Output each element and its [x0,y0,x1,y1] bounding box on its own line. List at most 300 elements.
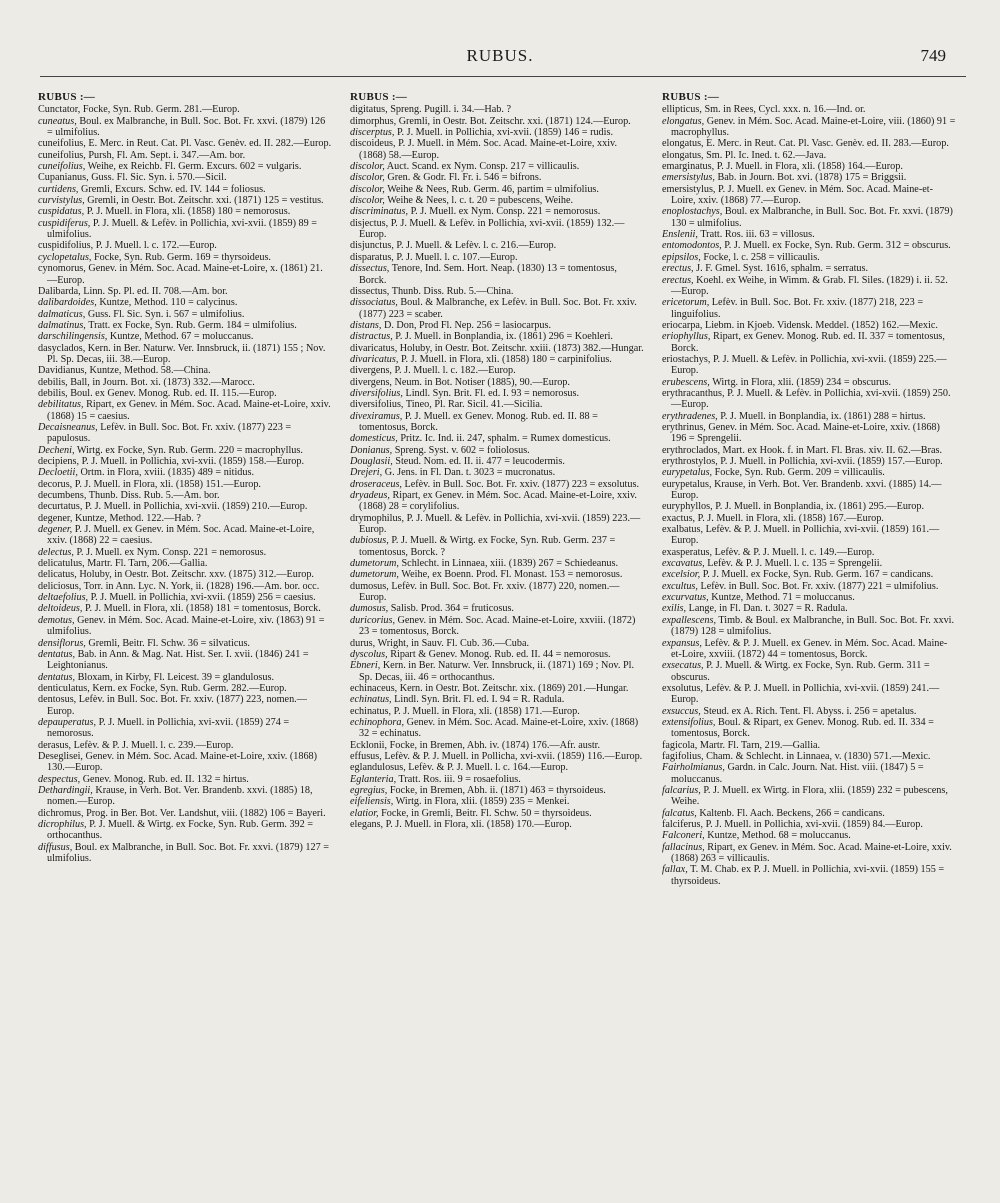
species-name: diversifolius, [350,387,403,399]
citation: P. J. Muell. ex Genev. in Mém. Soc. Acad. Maine-et-Loire, xxiv. (1868) 22 = caesius. [47,524,315,547]
index-entry [38,774,332,785]
citation: P. J. Muell. in Pollichia, xvi-xvii. (1859) 157.—Europ. [720,456,943,467]
header-rule [40,76,966,77]
species-name: erythradenes, [662,410,718,422]
species-name: diffusus, [38,841,73,853]
index-entry [350,615,644,638]
index-entry [38,365,332,376]
index-entry [38,501,332,512]
index-entry [350,206,644,217]
index-entry [662,320,956,331]
citation: Genev. in Mém. Soc. Acad. Maine-et-Loire, xiv. (1863) 91 = ulmifolius. [47,614,325,638]
species-name: Ebneri, [350,660,381,672]
species-name: entomodontos, [662,240,722,252]
citation: P. J. Muell. & Lefèv. in Pollichia, xvi-xvii. (1859) 223.—Europ. [359,512,641,536]
species-name: delicatulus, [38,558,85,570]
index-entry [38,740,332,751]
species-name: emarginatus, [662,161,715,173]
index-entry [38,320,332,331]
citation: P. J. Muell. in Flora, xli. (1858) 151.—Europ. [74,478,261,490]
citation: P. J. Muell. in Flora, xli. (1858) 171.—Europ. [393,705,580,717]
species-name: debilis, [38,387,68,399]
species-name: erubescens, [662,376,710,388]
index-entry [350,331,644,342]
species-name: debilitatus, [38,399,84,411]
index-entry [662,569,956,580]
index-entry [350,581,644,604]
index-entry [38,581,332,592]
index-entry [350,660,644,683]
index-entry [38,569,332,580]
species-name: dicrophilus, [38,819,87,830]
index-entry [350,411,644,434]
species-name: erythroclados, [662,444,720,456]
species-name: Deseglisei, [38,750,83,762]
species-name: disjunctus, [350,240,394,252]
citation: Lefèv. & P. J. Muell. in Pollichia, xvi-xvii. (1859) 161.—Europ. [671,524,940,547]
index-entry [662,581,956,592]
citation: Kuntze, Method. 122.—Hab. ? [74,512,201,524]
citation: Tratt. Ros. iii. 9 = rosaefolius. [398,773,521,785]
citation: P. J. Muell. l. c. 182.—Europ. [394,365,516,377]
citation: P. J. Muell. ex Focke, Syn. Rub. Germ. 167 = candicans. [702,569,934,581]
citation: Gremli, Beitr. Fl. Schw. 36 = silvaticus. [88,637,250,649]
citation: Wirtg. ex Focke, Syn. Rub. Germ. 220 = macrophyllus. [76,444,303,456]
species-name: Decloetii, [38,467,78,479]
index-entry [350,161,644,172]
index-entry [662,150,956,161]
species-name: eriostachys, [662,353,711,365]
index-entry [38,240,332,251]
species-name: deliciosus, [38,580,82,592]
species-name: decumbens, [38,490,87,502]
index-entry [662,229,956,240]
index-entry [38,467,332,478]
index-entry [350,694,644,705]
index-entry [662,501,956,512]
species-name: decipiens, [38,456,80,467]
species-name: Fairholmianus, [662,762,725,774]
citation: Kuntze, Method. 110 = calycinus. [99,297,238,309]
species-name: cuneatus, [38,115,77,127]
index-entry [350,343,644,354]
index-entry [662,762,956,785]
species-name: demotus, [38,614,75,626]
citation: Ripart, ex Genev. in Mém. Soc. Acad. Maine-et-Loire, xxiv. (1868) 15 = caesius. [47,399,331,422]
index-entry [662,388,956,411]
index-entry [662,785,956,808]
species-name: dentatus, [38,671,76,683]
index-entry [350,740,644,751]
citation: P. J. Muell. ex Focke, Syn. Rub. Germ. 312 = obscurus. [724,240,951,252]
citation: E. Merc. in Reut. Cat. Pl. Vasc. Genèv. ed. II. 282.—Europ. [88,138,332,150]
index-entry [350,774,644,785]
citation: J. F. Gmel. Syst. 1616, sphalm. = serratus. [696,263,869,275]
species-name: falcarius, [662,784,701,796]
index-entry [38,161,332,172]
citation: Thunb. Diss. Rub. 5.—Am. bor. [88,490,220,502]
index-entry [662,592,956,603]
citation: Ripart, ex Genev. in Mém. Soc. Acad. Maine-et-Loire, xxiv. (1868) 263 = villicaulis. [671,841,952,865]
index-entry [662,184,956,207]
citation: Lefèv. in Bull. Soc. Bot. Fr. xxiv. (1877) 220, nomen.—Europ. [359,580,620,604]
species-name: cynomorus, [38,263,86,275]
species-name: despectus, [38,773,81,785]
species-name: distans, [350,319,382,331]
index-entry [662,104,956,115]
species-name: divergens, [350,365,392,377]
species-name: elongatus, [662,149,704,161]
index-entry [350,263,644,286]
index-entry [350,172,644,183]
species-name: elongatus, [662,138,704,150]
index-entry [38,309,332,320]
species-name: emersistylus, [662,172,715,184]
citation: Steud. Nom. ed. II. ii. 477 = leucodermis. [395,456,565,467]
species-name: fallax, [662,864,688,876]
index-entry [662,830,956,841]
species-name: discerptus, [350,127,395,139]
index-entry [350,808,644,819]
citation: Weihe, ex Boenn. Prod. Fl. Monast. 153 = nemorosus. [401,569,623,581]
species-name: divaricatus, [350,353,399,365]
species-name: epipsilos, [662,251,701,263]
index-entry [38,592,332,603]
species-name: dissectus, [350,285,390,297]
citation: Lefèv. & P. J. Muell. l. c. 149.—Europ. [714,546,875,558]
citation: Guss. Fl. Sic. Syn. i. 570.—Sicil. [91,172,227,184]
index-entry [38,808,332,819]
species-name: falciferus, [662,819,704,830]
index-entry [662,206,956,229]
species-name: denticulatus, [38,682,90,694]
index-entry [662,524,956,547]
index-entry [350,127,644,138]
index-entry [38,751,332,774]
species-name: fagifolius, [662,750,704,762]
index-entry [350,751,644,762]
index-entry [662,116,956,139]
species-name: discolor, [350,172,385,184]
index-columns [38,92,968,1192]
citation: P. J. Muell. ex Genev. Monog. Rub. ed. II. 88 = tomentosus, Borck. [359,410,598,433]
citation: Boul. ex Genev. Monog. Rub. ed. II. 115.—Europ. [70,387,277,399]
species-name: depauperatus, [38,716,97,728]
citation: Prog. in Ber. Bot. Ver. Landshut, viii. (1882) 106 = Bayeri. [86,807,326,819]
index-entry [662,864,956,887]
citation: P. J. Muell. in Flora, xli. (1858) 180 = carpinifolius. [400,353,612,365]
citation: Weihe & Nees, l. c. t. 20 = pubescens, Weihe. [387,195,574,207]
index-entry [350,354,644,365]
index-entry [38,331,332,342]
citation: Wirtg. in Flora, xlii. (1859) 234 = obscurus. [712,376,891,388]
citation: Ripart, ex Genev. Monog. Rub. ed. II. 337 = tomentosus, Borck. [671,331,945,354]
citation: Focke, Syn. Rub. Germ. 209 = villicaulis. [714,467,885,479]
species-name: dryadeus, [350,490,390,502]
species-name: dichromus, [38,807,84,819]
species-name: Cupanianus, [38,172,89,184]
species-name: exilis, [662,603,687,615]
citation: Lefèv. in Bull. Soc. Bot. Fr. xxiv. (1877) 223, nomen.—Europ. [47,694,307,717]
species-name: Davidianus, [38,365,87,377]
index-entry [38,649,332,672]
index-entry [662,683,956,706]
species-name: extensifolius, [662,716,716,728]
index-entry [662,479,956,502]
species-name: exasperatus, [662,546,713,558]
citation: Focke, in Bremen, Abh. ii. (1871) 463 = thyrsoideus. [389,784,606,796]
species-name: effusus, [350,750,382,762]
citation: Focke, Syn. Rub. Germ. 169 = thyrsoideus. [94,251,271,263]
citation: Martr. Fl. Tarn, 219.—Gallia. [699,739,821,751]
citation: Ball, in Journ. Bot. xi. (1873) 332.—Marocc. [70,376,255,388]
citation: Boul. ex Malbranche, in Bull. Soc. Bot. Fr. xxvi. (1879) 126 = ulmifolius. [47,115,326,139]
species-name: exsolutus, [662,682,704,694]
species-name: divaricatus, [350,342,398,354]
species-name: debilis, [38,376,68,388]
species-name: duricorius, [350,614,395,626]
species-name: eriocarpa, [662,319,703,331]
citation: Lefèv. in Bull. Soc. Bot. Fr. xxiv. (1877) 223 = exsolutus. [404,478,639,490]
citation: Sm. in Rees, Cycl. xxx. n. 16.—Ind. or. [704,104,866,116]
species-name: dasyclados, [38,342,86,354]
species-name: cuneifolius, [38,138,86,150]
index-entry [350,297,644,320]
species-name: expallescens, [662,614,717,626]
species-name: Ecklonii, [350,739,388,751]
species-name: degener, [38,512,73,524]
species-name: ericetorum, [662,297,710,309]
index-entry [38,456,332,467]
species-name: Cunctator, [38,104,81,116]
citation: P. J. Muell. & Lefèv. in Pollichia, xvi-xvii. (1859) 225.—Europ. [671,353,947,377]
species-name: disparatus, [350,251,394,263]
index-entry [350,796,644,807]
species-name: Dalibarda, [38,285,81,297]
index-entry [350,558,644,569]
citation: Kern. in Oestr. Bot. Zeitschr. xix. (1869) 201.—Hungar. [399,682,629,694]
species-name: dentatus, [38,648,76,660]
index-entry [350,377,644,388]
column-heading: RUBUS :— [350,92,408,103]
species-name: drymophilus, [350,512,405,524]
index-entry [38,388,332,399]
citation: P. J. Muell. in Pollichia, xvi-xvii. (1859) 210.—Europ. [84,501,308,513]
species-name: Drejeri, [350,467,383,479]
index-entry [38,683,332,694]
index-entry [350,445,644,456]
citation: Lefèv. & P. J. Muell. l. c. 164.—Europ. [408,762,569,774]
citation: Holuby, in Oestr. Bot. Zeitschr. xxv. (1875) 312.—Europ. [79,569,314,581]
index-entry [350,116,644,127]
citation: P. J. Muell. in Flora, xli. (1858) 164.—Europ. [716,161,903,173]
index-entry [350,240,644,251]
citation: Genev. Monog. Rub. ed. II. 132 = hirtus. [82,773,249,785]
citation: P. J. Muell. in Pollichia, xvi-xvii. (1859) 84.—Europ. [705,819,923,830]
species-name: excelsior, [662,569,701,581]
index-entry [350,717,644,740]
species-name: discolor, [350,195,385,207]
citation: Boul. ex Malbranche, in Bull. Soc. Bot. Fr. xxvi. (1879) 127 = ulmifolius. [47,841,329,865]
species-name: Decheni, [38,444,75,456]
citation: Lefèv. & P. J. Muell. l. c. 135 = Sprengelii. [707,558,883,570]
citation: Martr. Fl. Tarn, 206.—Gallia. [87,558,208,570]
species-name: eglandulosus, [350,762,406,774]
citation: Focke, l. c. 258 = villicaulis. [703,251,820,263]
index-entry [662,275,956,298]
citation: Liebm. in Kjoeb. Vidensk. Meddel. (1852) 162.—Mexic. [704,319,938,331]
species-name: divexiramus, [350,410,403,422]
citation: P. J. Muell. in Flora, xli. (1858) 167.—Europ. [697,512,884,524]
species-name: dumosus, [350,603,389,615]
citation: P. J. Muell. in Bonplandia, ix. (1861) 296 = Koehleri. [395,331,613,343]
citation: D. Don, Prod Fl. Nep. 256 = lasiocarpus. [383,319,552,331]
species-name: delicatus, [38,569,77,581]
species-name: ellipticus, [662,104,702,116]
citation: Linn. Sp. Pl. ed. II. 708.—Am. bor. [83,285,228,297]
citation: P. J. Muell. in Pollichia, xvi-xvii. (1859) 274 = nemorosus. [47,716,290,740]
citation: Krause, in Verh. Bot. Ver. Brandenb. xxvi. (1885) 14.—Europ. [671,478,942,502]
citation: P. J. Muell. ex Genev. in Mém. Soc. Acad. Maine-et-Loire, xxiv. (1868) 77.—Europ. [671,183,933,207]
index-entry [38,422,332,445]
species-name: discolor, [350,161,385,173]
index-entry [350,649,644,660]
citation: P. J. Muell. in Bonplandia, ix. (1861) 295.—Europ. [715,501,925,513]
index-entry [38,377,332,388]
citation: Wirtg. in Flora, xlii. (1859) 235 = Menkei. [395,796,570,808]
index-entry [350,467,644,478]
index-entry [38,445,332,456]
species-name: distractus, [350,331,393,343]
species-name: cuspidatus, [38,206,85,218]
species-name: exactus, [662,512,696,524]
species-name: cuspidiferus, [38,217,91,229]
column-heading: RUBUS :— [662,92,720,103]
species-name: excurvatus, [662,592,709,604]
index-entry [662,240,956,251]
index-entry [662,411,956,422]
index-entry [38,717,332,740]
citation: Ripart & Genev. Monog. Rub. ed. II. 44 = nemorosus. [390,648,611,660]
citation: Mart. ex Hook. f. in Mart. Fl. Bras. xiv. II. 62.—Bras. [722,444,943,456]
index-entry [350,399,644,410]
citation: Sm. Pl. Ic. Ined. t. 62.—Java. [706,149,827,161]
species-name: excultus, [662,580,698,592]
index-entry [350,218,644,241]
citation: Cham. & Schlecht. in Linnaea, v. (1830) 571.—Mexic. [706,750,931,762]
species-name: echinophora, [350,716,405,728]
column-1 [38,92,332,1192]
species-name: exalbatus, [662,524,704,536]
index-entry [38,842,332,865]
index-entry [38,184,332,195]
index-entry [662,331,956,354]
citation: Genev. in Mém. Soc. Acad. Maine-et-Loire, xxiv. (1868) 32 = echinatus. [359,716,639,740]
citation: Lindl. Syn. Brit. Fl. ed. I. 94 = R. Radula. [394,694,565,706]
index-entry [38,206,332,217]
species-name: discolor, [350,183,385,195]
index-entry [38,819,332,842]
citation: P. J. Muell. & Wirtg. ex Focke, Syn. Rub. Germ. 392 = orthocanthus. [47,819,314,842]
index-entry [350,184,644,195]
species-name: discriminatus, [350,206,409,218]
species-name: elegans, [350,819,384,830]
index-entry [350,706,644,717]
species-name: echinatus, [350,694,392,706]
citation: Spreng. Syst. v. 602 = foliolosus. [394,444,530,456]
index-entry [350,569,644,580]
species-name: dissociatus, [350,297,398,309]
index-entry [38,694,332,717]
index-entry [38,297,332,308]
species-name: droseraceus, [350,478,402,490]
index-entry [662,467,956,478]
species-name: dumosus, [350,580,389,592]
species-name: degener, [38,524,73,536]
index-entry [662,638,956,661]
species-name: dalmaticus, [38,308,86,320]
index-entry [350,479,644,490]
species-name: decurtatus, [38,501,83,513]
citation: Lefèv. & P. J. Muell. in Pollicha, xvi-xvii. (1859) 116.—Europ. [384,750,643,762]
page-number: 749 [920,46,946,65]
species-name: Dethardingii, [38,784,93,796]
citation: P. J. Muell. ex Wirtg. in Flora, xlii. (1859) 232 = pubescens, Weihe. [671,784,948,808]
index-entry [38,343,332,366]
species-name: eurypetalus, [662,467,713,479]
index-entry [662,660,956,683]
citation: Guss. Fl. Sic. Syn. i. 567 = ulmifolius. [87,308,245,320]
species-name: durus, [350,637,376,649]
citation: P. J. Muell. l. c. 107.—Europ. [396,251,518,263]
species-name: egregius, [350,784,388,796]
citation: P. J. Muell. & Lefèv. in Pollichia, xvi-xvii. (1859) 89 = ulmifolius. [47,217,317,241]
index-entry [662,456,956,467]
column-2 [350,92,644,1192]
species-name: Falconeri, [662,830,705,842]
species-name: decorus, [38,478,73,490]
species-name: cyclopetalus, [38,251,92,263]
species-name: deltaefolius, [38,592,89,604]
citation: P. J. Muell. in Mém. Soc. Acad. Maine-et-Loire, xxiv. (1868) 58.—Europ. [359,138,618,161]
citation: Wright, in Sauv. Fl. Cub. 36.—Cuba. [377,637,530,649]
index-entry [38,615,332,638]
citation: Gren. & Godr. Fl. Fr. i. 546 = bifrons. [387,172,542,184]
citation: Boul. ex Malbranche, in Bull. Soc. Bot. Fr. xxvi. (1879) 130 = ulmifolius. [671,206,953,229]
index-entry [38,252,332,263]
species-name: eurypetalus, [662,478,712,490]
index-entry [662,513,956,524]
index-entry [350,286,644,297]
species-name: echinatus, [350,705,392,717]
index-entry [38,218,332,241]
citation: Kern. ex Focke, Syn. Rub. Germ. 282.—Europ. [92,682,287,694]
citation: P. J. Muell. & Lefèv. in Pollichia, xvi-xvii. (1859) 132.—Europ. [359,217,625,241]
index-entry [662,615,956,638]
species-name: Enslenii, [662,229,698,241]
species-name: eriophyllus, [662,331,711,343]
citation: Kuntze, Method. 71 = moluccanus. [711,592,855,604]
index-entry [662,819,956,830]
index-entry [350,638,644,649]
species-name: Douglasii, [350,456,393,467]
citation: P. J. Muell. & Wirtg. ex Focke, Syn. Rub. Germ. 311 = obscurus. [671,660,930,683]
species-name: Decaisneanus, [38,421,98,433]
citation: Steud. ex A. Rich. Tent. Fl. Abyss. i. 256 = apetalus. [703,705,917,717]
index-entry [662,740,956,751]
citation: Gremli, Excurs. Schw. ed. IV. 144 = foliosus. [81,183,266,195]
citation: G. Jens. in Fl. Dan. t. 3023 = mucronatus. [384,467,556,479]
